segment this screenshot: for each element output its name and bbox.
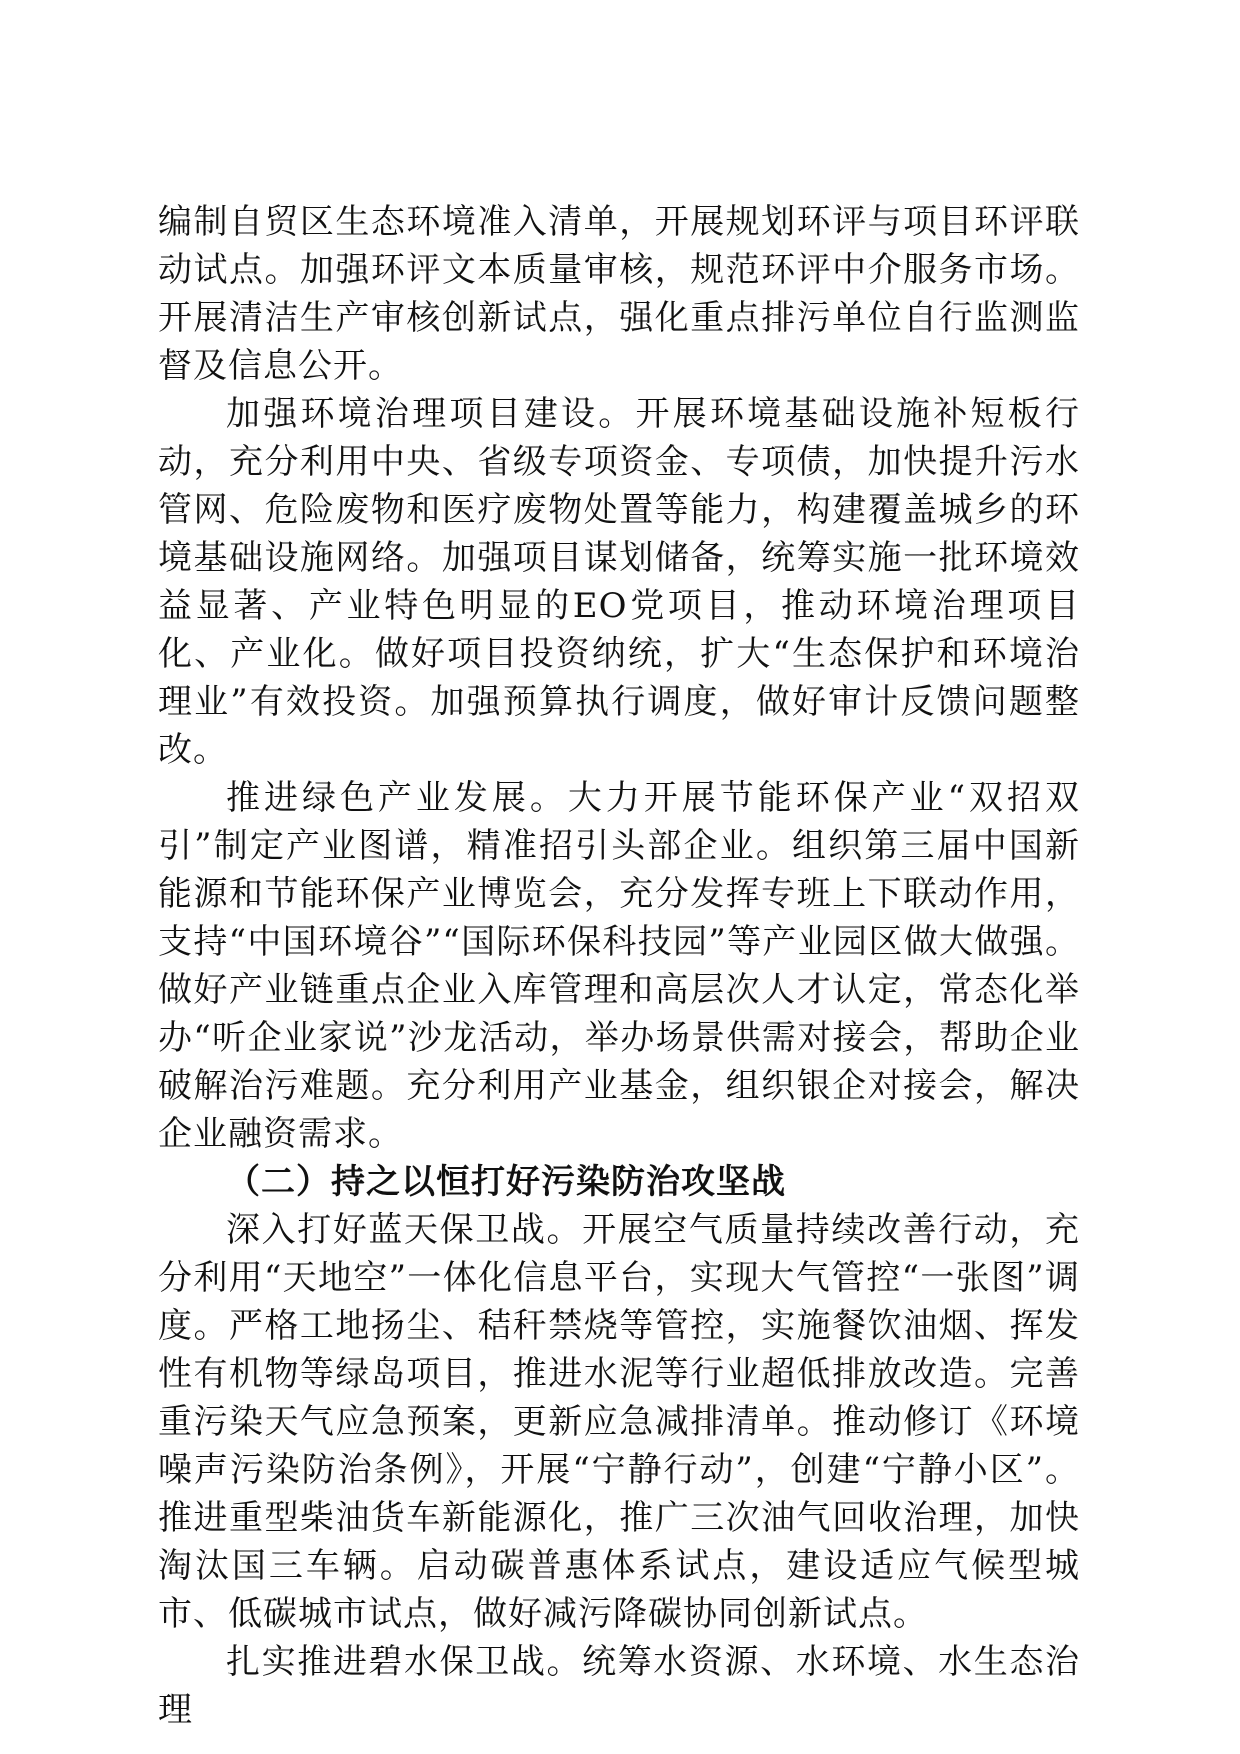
paragraph-clear-water: 扎实推进碧水保卫战。统筹水资源、水环境、水生态治理 [158,1642,1080,1730]
paragraph-green-industry: 推进绿色产业发展。大力开展节能环保产业“双招双引”制定产业图谱，精准招引头部企业。组织第三届中国新能源和节能环保产业博览会，充分发挥专班上下联动作用，支持“中国环境谷”“国际环保科技园”等产业园区做大做强。做好产业链重点企业入库管理和高层次人才认定，常态化举办“听企业家说”沙龙活动，举办场景供需对接会，帮助企业破解治污难题。充分利用产业基金，组织银企对接会，解决企业融资需求。 [158,778,1080,1154]
paragraph-environmental-projects: 加强环境治理项目建设。开展环境基础设施补短板行动，充分利用中央、省级专项资金、专项债，加快提升污水管网、危险废物和医疗废物处置等能力，构建覆盖城乡的环境基础设施网络。加强项目谋划储备，统筹实施一批环境效益显著、产业特色明显的EO党项目，推动环境治理项目化、产业化。做好项目投资纳统，扩大“生态保护和环境治理业”有效投资。加强预算执行调度，做好审计反馈问题整改。 [158,394,1080,770]
document-body [158,198,1080,1734]
paragraph-continued: 编制自贸区生态环境准入清单，开展规划环评与项目环评联动试点。加强环评文本质量审核，规范环评中介服务市场。开展清洁生产审核创新试点，强化重点排污单位自行监测监督及信息公开。 [158,202,1080,386]
paragraph-blue-sky: 深入打好蓝天保卫战。开展空气质量持续改善行动，充分利用“天地空”一体化信息平台，实现大气管控“一张图”调度。严格工地扬尘、秸秆禁烧等管控，实施餐饮油烟、挥发性有机物等绿岛项目，推进水泥等行业超低排放改造。完善重污染天气应急预案，更新应急减排清单。推动修订《环境噪声污染防治条例》，开展“宁静行动”，创建“宁静小区”。推进重型柴油货车新能源化，推广三次油气回收治理，加快淘汰国三车辆。启动碳普惠体系试点，建设适应气候型城市、低碳城市试点，做好减污降碳协同创新试点。 [158,1210,1080,1634]
section-heading: （二）持之以恒打好污染防治攻坚战 [226,1162,786,1202]
